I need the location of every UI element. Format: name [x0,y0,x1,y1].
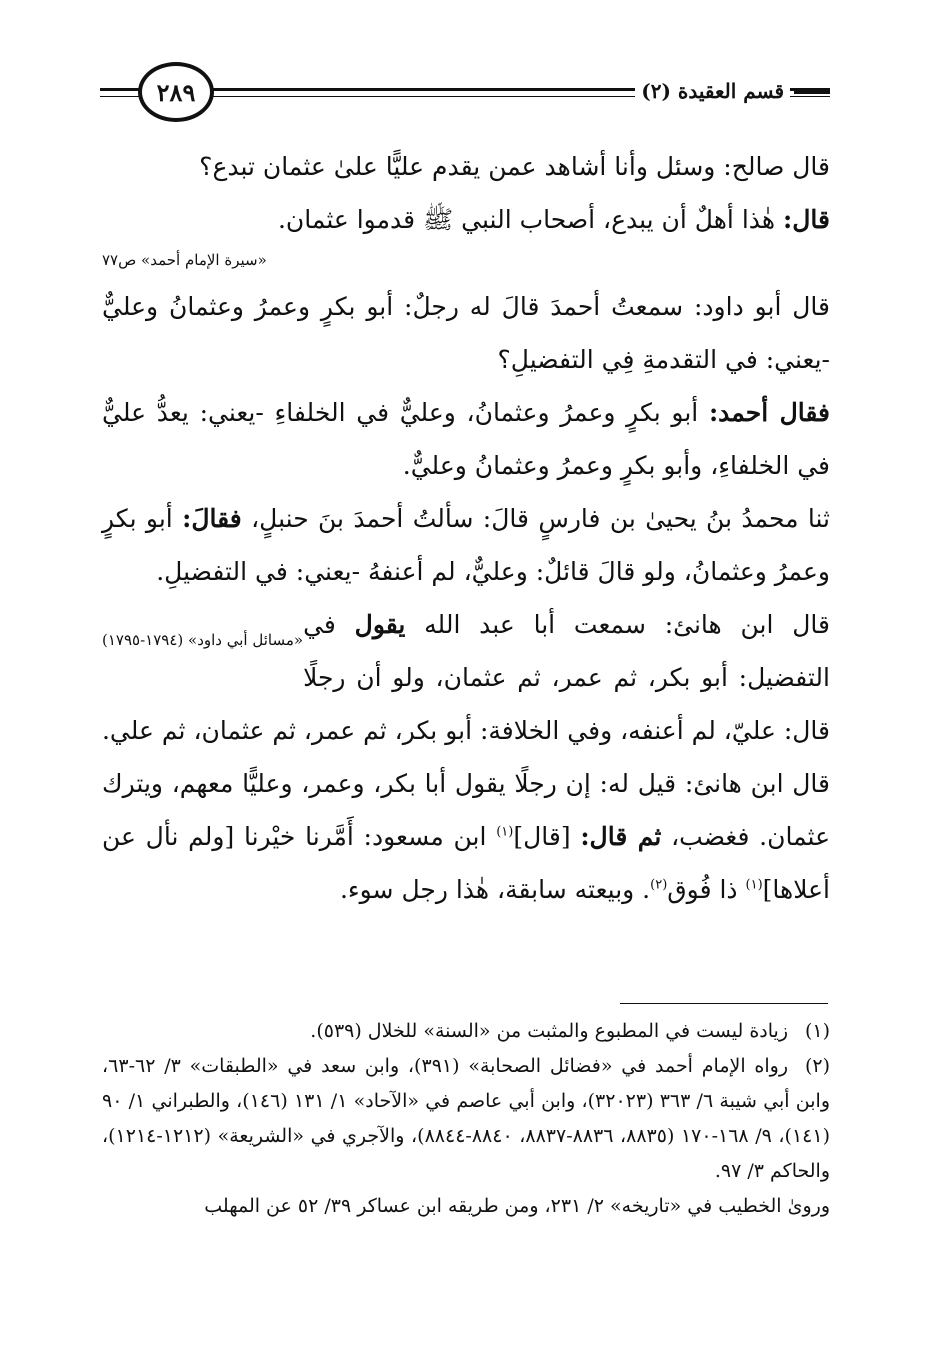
page-number: ٢٨٩ [138,62,214,122]
footnote-ref[interactable]: (١) [745,877,763,893]
footnote-ref[interactable]: (١) [496,824,514,840]
footnote-number: (١) [804,1020,830,1042]
footnote-text: رواه الإمام أحمد في «فضائل الصحابة» (٣٩١)، وابن سعد في «الطبقات» ٣/ ٦٢-٦٣، وابن أبي شيبة ٦/ ٣٦٣ (٣٢٠٢٣)، وابن أبي عاصم في «الآحاد» ١/ ١٣١ (١٤٦)، والطبراني ١/ ٩٠ (١٤١)، ٩/ ١٦٨-١٧٠ (٨٨٣٥، ٨٨٣٦-٨٨٣٧، ٨٨٤٠-٨٨٤٤)، والآجري في «الشريعة» (١٢١٢-١٢١٤)، والحاكم ٣/ ٩٧. [102,1055,831,1182]
source-citation: «مسائل أبي داود» (١٧٩٤-١٧٩٥) [102,631,304,649]
footnotes [102,1014,830,1224]
footnote-2-continuation [102,1189,830,1224]
paragraph-text: قال أبو داود: سمعتُ أحمدَ قالَ له رجلٌ: أبو بكرٍ وعمرُ وعثمانُ وعليٌّ -يعني: في التقدمةِ فِي التفضيلِ؟ [102,292,830,374]
paragraph-2 [102,193,830,246]
paragraph-text: هٰذا أهلٌ أن يبدع، أصحاب النبي ﷺ قدموا عثمان. [277,205,784,234]
running-title: قسم العقيدة (٢) [635,77,790,105]
paragraph-text: أبو بكرٍ وعمرُ وعثمانُ، وعليٌّ في الخلفاءِ -يعني: يعدُّ عليٌّ في الخلفاءِ، وأبو بكرٍ وعمرُ وعثمانُ وعليٌّ. [102,398,830,480]
paragraph-7 [102,757,830,916]
paragraph-text: قال صالح: وسئل وأنا أشاهد عمن يقدم عليًّا علىٰ عثمان تبدع؟ [199,152,830,181]
source-citation: «سيرة الإمام أحمد» ص٧٧ [102,251,267,269]
footnote-text: زيادة ليست في المطبوع والمثبت من «السنة» للخلال (٥٣٩). [310,1020,788,1042]
paragraph-text: في التفضيل: أبو بكر، ثم عمر، ثم عثمان، ولو أن رجلًا قال: عليّ، لم أعنفه، وفي الخلافة: أبو بكر، ثم عمر، ثم عثمان، ثم علي. [101,610,830,745]
footnote-1 [102,1014,830,1049]
paragraph-bold-lead: فقال أحمد: [708,398,830,427]
footnote-ref[interactable]: (٢) [650,877,668,893]
footnote-separator [620,1003,828,1004]
paragraph-text: قال ابن هانئ: سمعت أبا عبد الله [405,610,830,639]
paragraph-text: ذا فُوق [667,875,746,904]
paragraph-text: قال ابن هانئ: قيل له: إن رجلًا يقول أبا بكر، وعمر، وعليًّا معهم، ويترك عثمان. فغضب، [102,769,830,851]
footnote-text: وروىٰ الخطيب في «تاريخه» ٢/ ٢٣١، ومن طريقه ابن عساكر ٣٩/ ٥٢ عن المهلب [204,1195,830,1217]
paragraph-bold-lead: قال: [783,205,830,234]
paragraph-bold-lead: فقالَ: [182,504,242,533]
paragraph-bold-word: يقول [354,610,406,639]
footnote-number: (٢) [804,1055,830,1077]
paragraph-4 [102,386,830,492]
paragraph-1 [102,140,830,193]
paragraph-text: . وبيعته سابقة، هٰذا رجل سوء. [339,875,651,904]
paragraph-text: ثنا محمدُ بنُ يحيىٰ بن فارسٍ قالَ: سألتُ أحمدَ بنَ حنبلٍ، [241,504,830,533]
main-text [102,140,830,916]
paragraph-bold-word: ثم قال: [580,822,662,851]
paragraph-text: [قال] [513,822,581,851]
header-title-dash [794,91,830,94]
paragraph-text: ابن مسعود: أَمَّرنا خيْرنا [ولم نأل عن أعلاها] [102,822,830,904]
paragraph-3 [102,280,830,386]
paragraph-text: أبو بكرٍ وعمرُ وعثمانُ، ولو قالَ قائلٌ: وعليٌّ، لم أعنفهُ -يعني: في التفضيلِ. [102,504,830,586]
page-header [100,60,830,126]
footnote-2 [102,1049,830,1189]
